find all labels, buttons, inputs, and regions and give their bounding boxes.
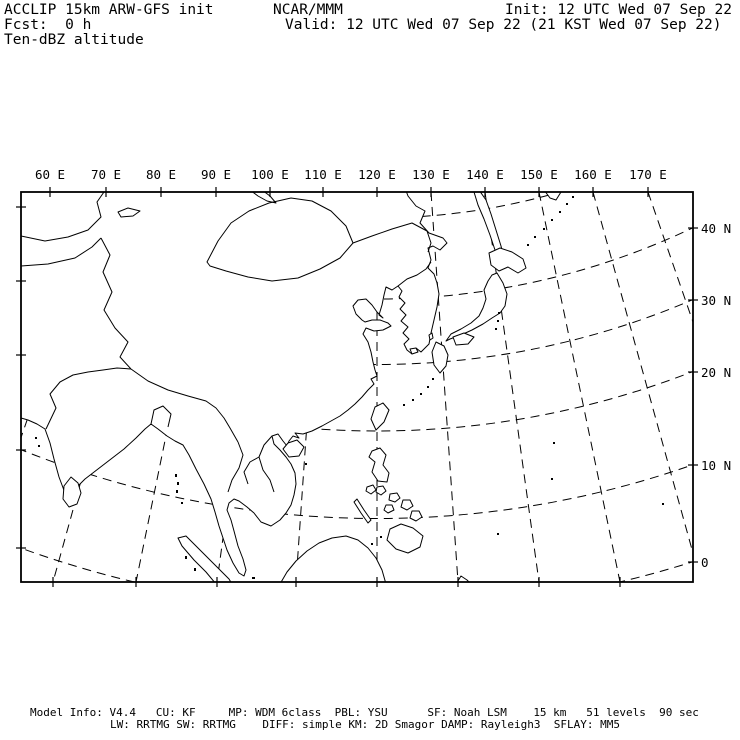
lat-tick-label: 10 N [701, 458, 732, 473]
lon-tick-label: 170 E [629, 167, 667, 182]
field-name: Ten-dBZ altitude [4, 32, 144, 48]
island-honshu [446, 273, 507, 341]
lat-tick-label: 40 N [701, 221, 732, 236]
lat-tick-label: 0 [701, 555, 709, 570]
island-taiwan [371, 403, 389, 430]
island-mindoro [366, 485, 376, 494]
lon-tick-label: 120 E [358, 167, 396, 182]
lon-tick-label: 80 E [145, 167, 177, 182]
lat-tick-label: 20 N [701, 365, 732, 380]
island-jeju [410, 348, 418, 354]
island-tsushima [429, 333, 433, 340]
island-luzon [369, 448, 389, 482]
org-label: NCAR/MMM [273, 2, 343, 18]
lon-tick-label: 130 E [412, 167, 450, 182]
lat-tick-label: 30 N [701, 293, 732, 308]
island-hokkaido [489, 248, 526, 273]
islands-visayas [376, 486, 422, 521]
island-borneo [280, 536, 386, 584]
lon-tick-label: 100 E [251, 167, 289, 182]
lon-tick-label: 110 E [304, 167, 342, 182]
init-time: Init: 12 UTC Wed 07 Sep 22 [505, 2, 732, 18]
coastlines [8, 180, 561, 584]
valid-time: Valid: 12 UTC Wed 07 Sep 22 (21 KST Wed 07 Sep 22) [285, 17, 722, 33]
lon-tick-label: 60 E [34, 167, 66, 182]
mainland-asia [8, 180, 447, 576]
model-info-line2: LW: RRTMG SW: RRTMG DIFF: simple KM: 2D Smagor DAMP: Rayleigh3 SFLAY: MM5 [110, 718, 620, 731]
lon-tick-label: 140 E [466, 167, 504, 182]
island-palawan [354, 499, 371, 523]
island-mindanao [387, 524, 423, 553]
lon-tick-label: 150 E [520, 167, 558, 182]
product-title: ACCLIP 15km ARW-GFS init [4, 2, 214, 18]
model-info-line1: Model Info: V4.4 CU: KF MP: WDM 6class PBL: YSU SF: Noah LSM 15 km 51 levels 90 sec [30, 706, 699, 719]
lon-tick-label: 70 E [90, 167, 122, 182]
lon-tick-label: 160 E [574, 167, 612, 182]
island-kyushu [432, 342, 448, 373]
forecast-hour: Fcst: 0 h [4, 17, 92, 33]
lon-tick-label: 90 E [200, 167, 232, 182]
island-sumatra [178, 536, 232, 584]
